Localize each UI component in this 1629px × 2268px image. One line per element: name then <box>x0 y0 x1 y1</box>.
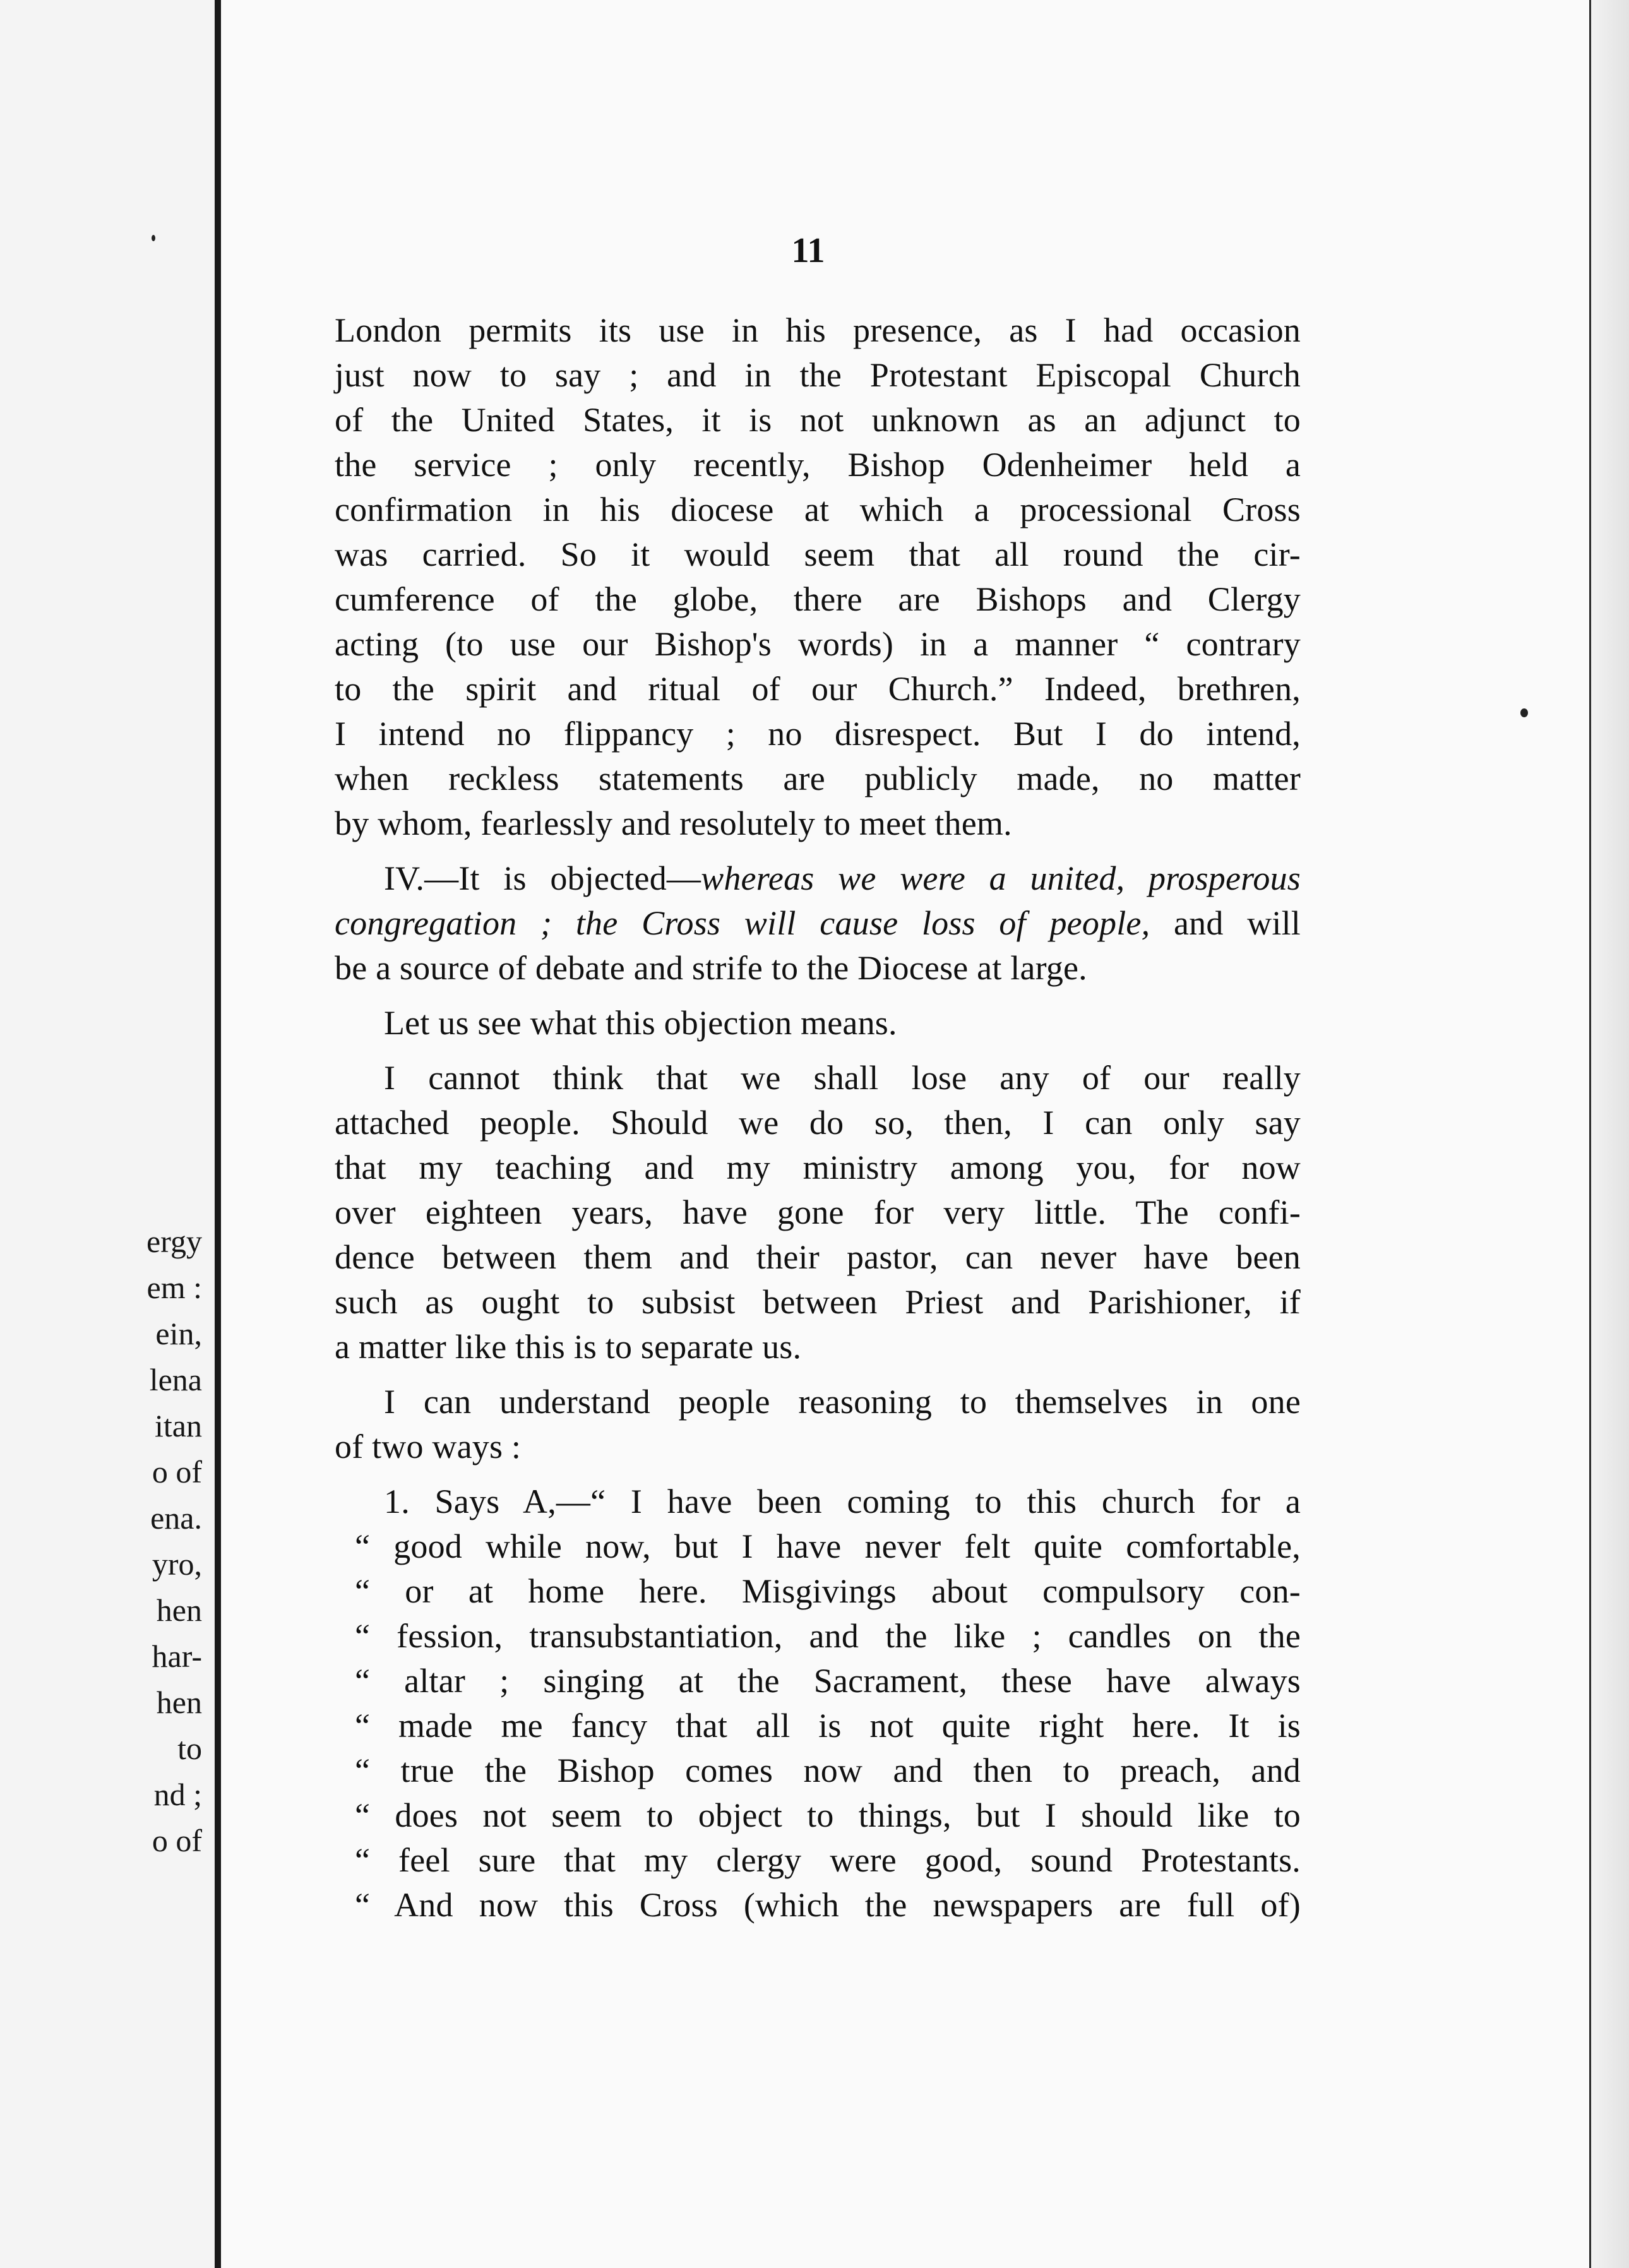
objection-lead: IV.—It is objected— <box>384 859 701 897</box>
text-line: dence between them and their pastor, can never have been <box>335 1238 1301 1276</box>
text-line: just now to say ; and in the Protestant Episcopal Church <box>335 356 1301 394</box>
quote-line: “ And now this Cross (which the newspapers are full of) <box>355 1886 1301 1924</box>
text-line: of two ways : <box>335 1428 522 1465</box>
text-line: that my teaching and my ministry among you, for now <box>335 1149 1301 1186</box>
facing-page-strip <box>0 0 221 2268</box>
fragment-line: hen <box>156 1685 202 1720</box>
text-line: over eighteen years, have gone for very little. The confi- <box>335 1193 1301 1231</box>
quote-line: “ or at home here. Misgivings about compulsory con- <box>355 1572 1301 1610</box>
paragraph-says-a <box>335 1479 1301 1928</box>
text-line: be a source of debate and strife to the Diocese at large. <box>335 949 1087 987</box>
text-line: by whom, fearlessly and resolutely to meet them. <box>335 804 1012 842</box>
fragment-line: itan <box>155 1408 202 1443</box>
fragment-line: to <box>177 1731 202 1766</box>
facing-page-text-fragments <box>0 1219 202 1864</box>
objection-italic: whereas we were a united, prosperous <box>701 859 1301 897</box>
text-line: to the spirit and ritual of our Church.” Indeed, brethren, <box>335 670 1301 708</box>
ink-speck <box>1520 708 1528 717</box>
page-body <box>335 308 1301 1938</box>
text-line: I can understand people reasoning to themselves in one <box>384 1383 1301 1421</box>
ink-speck <box>152 235 155 241</box>
text-line: when reckless statements are publicly made, no matter <box>335 760 1301 797</box>
paragraph-two-ways <box>335 1380 1301 1469</box>
objection-italic: congregation ; the Cross will cause loss of people, <box>335 904 1150 942</box>
paragraph-objection-iv <box>335 856 1301 991</box>
text-line: London permits its use in his presence, as I had occasion <box>335 311 1301 349</box>
quote-line: “ fession, transubstantiation, and the like ; candles on the <box>355 1617 1301 1655</box>
fragment-line: yro, <box>152 1546 202 1582</box>
text-line: cumference of the globe, there are Bishops and Clergy <box>335 580 1301 618</box>
page-number: 11 <box>791 231 825 270</box>
fragment-line: lena <box>149 1362 202 1397</box>
fragment-line: hen <box>156 1592 202 1628</box>
text-line: of the United States, it is not unknown as an adjunct to <box>335 401 1301 439</box>
quote-line: “ does not seem to object to things, but I should like to <box>355 1796 1301 1834</box>
fragment-line: nd ; <box>153 1777 202 1812</box>
fragment-line: o of <box>152 1823 202 1858</box>
paragraph-attached-people <box>335 1056 1301 1370</box>
fragment-line: o of <box>152 1454 202 1489</box>
text-line <box>335 856 1301 901</box>
fragment-line: har- <box>152 1638 202 1674</box>
quote-line: “ made me fancy that all is not quite right here. It is <box>355 1707 1301 1745</box>
page-right-edge <box>1589 0 1629 2268</box>
fragment-line: ena. <box>150 1500 202 1536</box>
fragment-line: em : <box>146 1270 202 1305</box>
quote-line: “ true the Bishop comes now and then to preach, and <box>355 1752 1301 1789</box>
text-line: I cannot think that we shall lose any of our really <box>384 1059 1301 1097</box>
text-line: such as ought to subsist between Priest and Parishioner, if <box>335 1283 1301 1321</box>
text-line: acting (to use our Bishop's words) in a manner “ contrary <box>335 625 1301 663</box>
text-line: a matter like this is to separate us. <box>335 1328 802 1366</box>
quote-line: “ good while now, but I have never felt quite comfortable, <box>355 1527 1301 1565</box>
paragraph-objection-meaning <box>335 1001 1301 1046</box>
text-line: I intend no flippancy ; no disrespect. But I do intend, <box>335 715 1301 753</box>
quote-line: 1. Says A,—“ I have been coming to this church for a <box>384 1483 1301 1520</box>
quote-line: “ altar ; singing at the Sacrament, these have always <box>355 1662 1301 1700</box>
fragment-line: ein, <box>155 1316 202 1351</box>
text-line: attached people. Should we do so, then, I can only say <box>335 1104 1301 1142</box>
text-line: confirmation in his diocese at which a processional Cross <box>335 491 1301 528</box>
text-line: the service ; only recently, Bishop Odenheimer held a <box>335 446 1301 484</box>
text-line: Let us see what this objection means. <box>384 1004 897 1042</box>
text-line: was carried. So it would seem that all round the cir- <box>335 535 1301 573</box>
fragment-line: ergy <box>146 1224 202 1259</box>
quote-line: “ feel sure that my clergy were good, sound Protestants. <box>355 1841 1301 1879</box>
paragraph-continuation <box>335 308 1301 846</box>
objection-tail: and will <box>1150 904 1301 942</box>
text-line <box>335 901 1301 946</box>
